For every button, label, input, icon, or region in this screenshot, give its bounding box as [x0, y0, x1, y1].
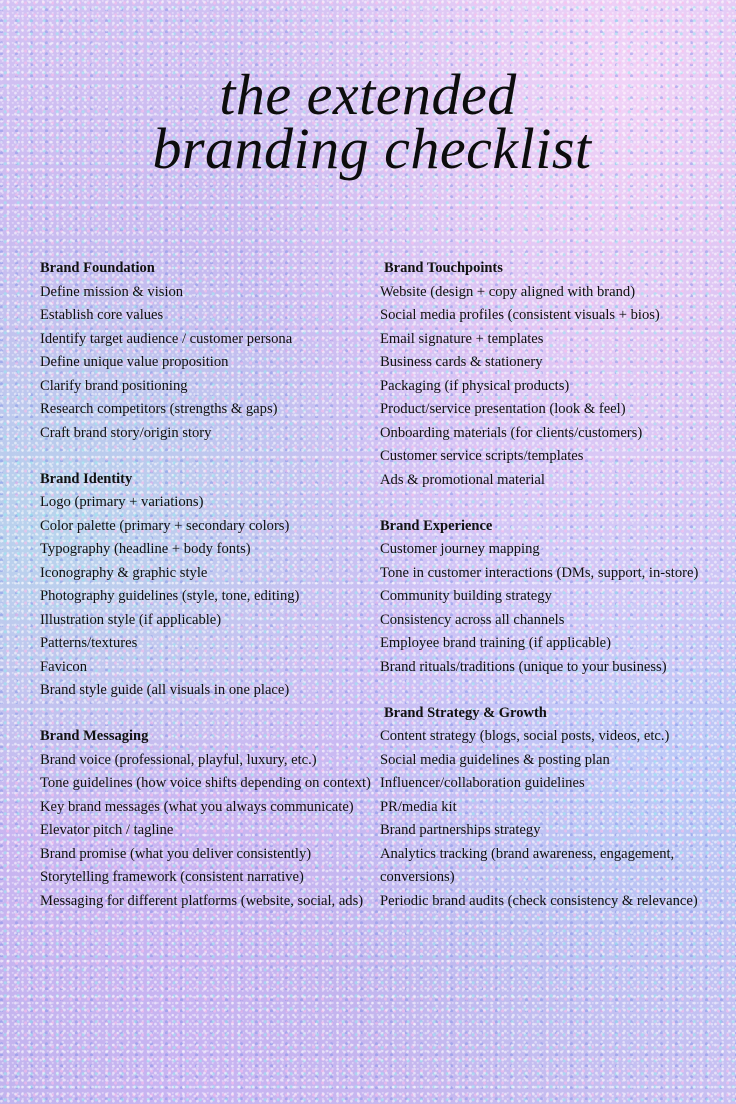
- checklist-item: Brand partnerships strategy: [380, 822, 541, 838]
- checklist-item: Onboarding materials (for clients/customers): [380, 424, 643, 441]
- checklist-item: Typography (headline + body fonts): [40, 541, 251, 557]
- checklist-item: Identify target audience / customer persona: [40, 330, 293, 347]
- checklist-item: Email signature + templates: [380, 330, 544, 347]
- section-heading: Brand Identity: [40, 470, 133, 487]
- section-heading: Brand Foundation: [40, 260, 155, 276]
- checklist-item: Establish core values: [40, 307, 164, 323]
- checklist-item: Packaging (if physical products): [380, 377, 570, 394]
- section-heading: Brand Messaging: [40, 728, 149, 744]
- checklist-item: Website (design + copy aligned with brand): [380, 283, 636, 300]
- checklist-item: Elevator pitch / tagline: [40, 822, 174, 838]
- checklist-item: Define mission & vision: [40, 283, 184, 300]
- right-column: [380, 257, 720, 936]
- section-heading: Brand Strategy & Growth: [384, 704, 547, 721]
- page-title: [0, 62, 736, 181]
- section-brand-experience: [380, 515, 720, 680]
- checklist-item: Favicon: [40, 658, 88, 675]
- checklist-item: Content strategy (blogs, social posts, videos, etc.): [380, 728, 670, 744]
- section-brand-strategy-growth: [380, 702, 720, 914]
- checklist-item: Customer journey mapping: [380, 541, 540, 557]
- checklist-item: Social media guidelines & posting plan: [380, 751, 610, 768]
- checklist-item: Brand style guide (all visuals in one place): [40, 682, 290, 698]
- checklist: [40, 281, 370, 446]
- checklist-item: Periodic brand audits (check consistency & relevance): [380, 892, 698, 909]
- left-column: [40, 257, 370, 936]
- checklist-item: Customer service scripts/templates: [380, 448, 584, 464]
- checklist-item: Brand promise (what you deliver consistently): [40, 845, 312, 862]
- checklist-item: Color palette (primary + secondary colors): [40, 517, 290, 534]
- title-line-1: the extended: [219, 62, 517, 127]
- checklist-item: Patterns/textures: [40, 635, 138, 651]
- checklist-item: Research competitors (strengths & gaps): [40, 401, 278, 417]
- checklist-item: Analytics tracking (brand awareness, engagement, conversions): [380, 845, 675, 885]
- checklist-item: Brand voice (professional, playful, luxury, etc.): [40, 751, 317, 768]
- section-heading: Brand Touchpoints: [384, 260, 503, 276]
- section-brand-foundation: [40, 257, 370, 445]
- checklist-item: PR/media kit: [380, 798, 457, 815]
- checklist-item: Iconography & graphic style: [40, 564, 208, 581]
- checklist-item: Ads & promotional material: [380, 471, 545, 488]
- section-heading: Brand Experience: [380, 517, 493, 534]
- checklist-item: Product/service presentation (look & feel): [380, 401, 626, 417]
- section-brand-touchpoints: [380, 257, 720, 492]
- checklist-item: Tone in customer interactions (DMs, support, in-store): [380, 564, 699, 581]
- checklist-item: Brand rituals/traditions (unique to your business): [380, 658, 667, 675]
- section-brand-identity: [40, 468, 370, 703]
- checklist-item: Business cards & stationery: [380, 354, 543, 370]
- checklist-item: Messaging for different platforms (website, social, ads): [40, 892, 364, 909]
- checklist-item: Influencer/collaboration guidelines: [380, 775, 585, 791]
- checklist: [380, 538, 720, 679]
- checklist-item: Logo (primary + variations): [40, 494, 204, 510]
- checklist-item: Photography guidelines (style, tone, editing): [40, 588, 300, 604]
- checklist-item: Employee brand training (if applicable): [380, 635, 611, 651]
- checklist-item: Storytelling framework (consistent narrative): [40, 869, 304, 885]
- checklist-item: Define unique value proposition: [40, 354, 229, 370]
- section-brand-messaging: [40, 725, 370, 913]
- checklist: [380, 725, 720, 913]
- title-line-2: branding checklist: [152, 116, 592, 181]
- checklist-item: Clarify brand positioning: [40, 377, 188, 394]
- checklist-item: Craft brand story/origin story: [40, 424, 212, 441]
- checklist: [40, 749, 370, 914]
- checklist-item: Social media profiles (consistent visuals + bios): [380, 307, 660, 323]
- checklist-item: Key brand messages (what you always communicate): [40, 798, 354, 815]
- checklist-item: Consistency across all channels: [380, 611, 565, 628]
- checklist-item: Tone guidelines (how voice shifts depending on context): [40, 775, 371, 791]
- checklist: [40, 491, 370, 703]
- checklist-item: Illustration style (if applicable): [40, 611, 222, 628]
- checklist-item: Community building strategy: [380, 588, 552, 604]
- checklist: [380, 281, 720, 493]
